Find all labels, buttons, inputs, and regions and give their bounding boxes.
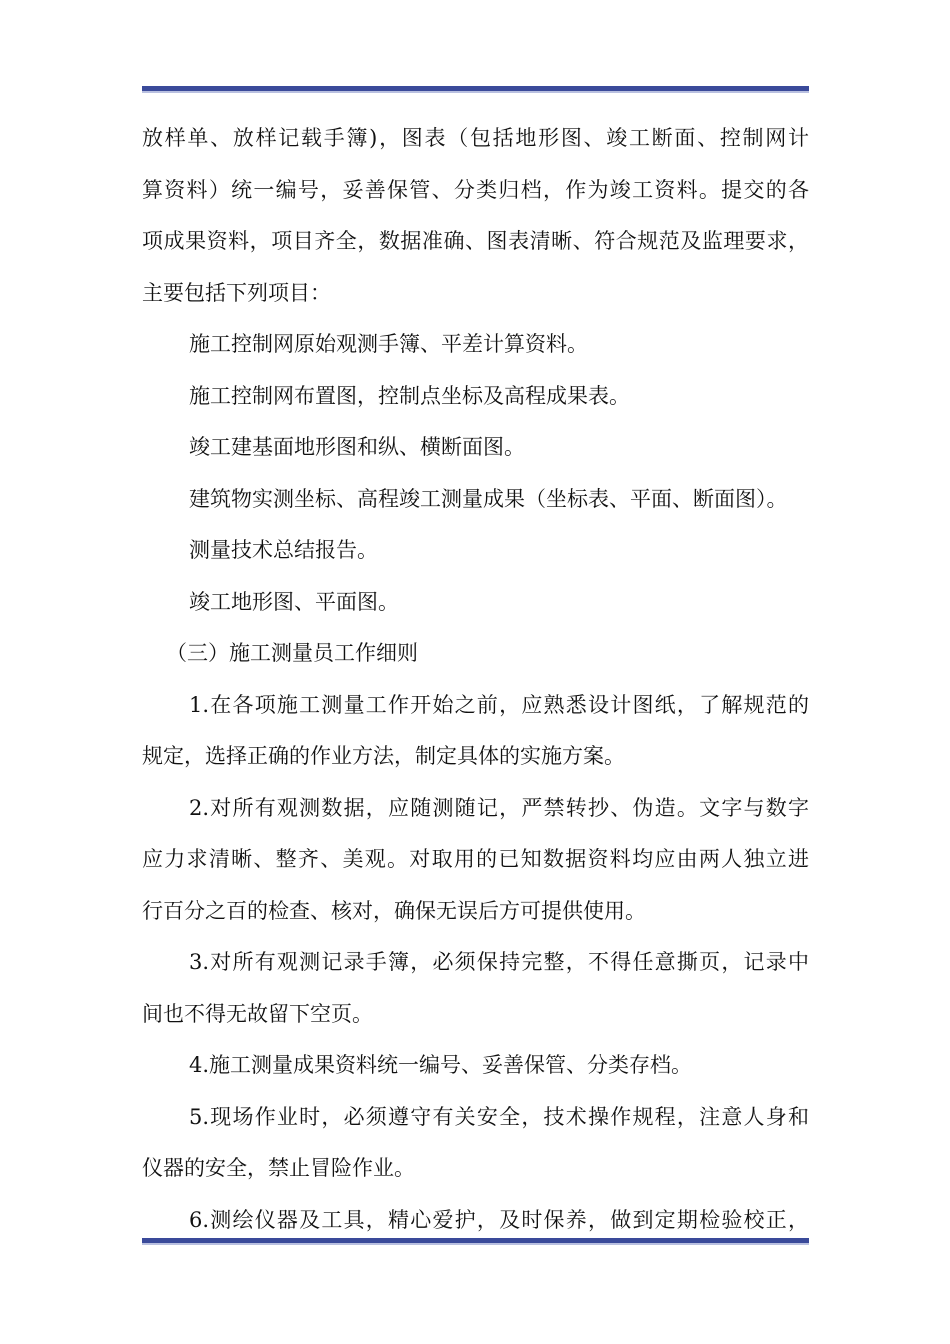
document-body	[142, 113, 809, 1246]
text-line: 应力求清晰、整齐、美观。对取用的已知数据资料均应由两人独立进	[142, 847, 809, 871]
list-item: 建筑物实测坐标、高程竣工测量成果（坐标表、平面、断面图）。	[189, 486, 788, 511]
text-line: 算资料）统一编号，妥善保管、分类归档，作为竣工资料。提交的各	[142, 177, 809, 202]
text-line: 放样单、放样记载手簿)，图表（包括地形图、竣工断面、控制网计	[142, 126, 809, 150]
section-heading: （三）施工测量员工作细则	[166, 641, 418, 665]
text-line: 1.在各项施工测量工作开始之前，应熟悉设计图纸，了解规范的	[189, 692, 809, 717]
list-item: 测量技术总结报告。	[189, 538, 378, 562]
list-item: 竣工地形图、平面图。	[189, 589, 399, 614]
text-line: 3.对所有观测记录手簿，必须保持完整，不得任意撕页，记录中	[189, 950, 809, 974]
text-line: 5.现场作业时，必须遵守有关安全，技术操作规程，注意人身和	[189, 1104, 809, 1129]
footer-rule	[142, 1238, 809, 1245]
text-line: 2.对所有观测数据，应随测随记，严禁转抄、伪造。文字与数字	[189, 795, 809, 820]
text-line: 间也不得无故留下空页。	[142, 1001, 373, 1026]
text-line: 主要包括下列项目：	[142, 280, 331, 305]
text-line: 4.施工测量成果资料统一编号、妥善保管、分类存档。	[189, 1053, 693, 1077]
header-rule	[142, 86, 809, 93]
list-item: 竣工建基面地形图和纵、横断面图。	[189, 435, 525, 459]
text-line: 仪器的安全，禁止冒险作业。	[142, 1156, 415, 1180]
text-line: 6.测绘仪器及工具，精心爱护，及时保养，做到定期检验校正，	[189, 1207, 809, 1232]
text-line: 规定，选择正确的作业方法，制定具体的实施方案。	[142, 744, 625, 768]
list-item: 施工控制网原始观测手簿、平差计算资料。	[189, 332, 588, 356]
text-line: 项成果资料，项目齐全，数据准确、图表清晰、符合规范及监理要求，	[142, 229, 809, 253]
text-line: 行百分之百的检查、核对，确保无误后方可提供使用。	[142, 898, 646, 923]
list-item: 施工控制网布置图，控制点坐标及高程成果表。	[189, 383, 630, 408]
